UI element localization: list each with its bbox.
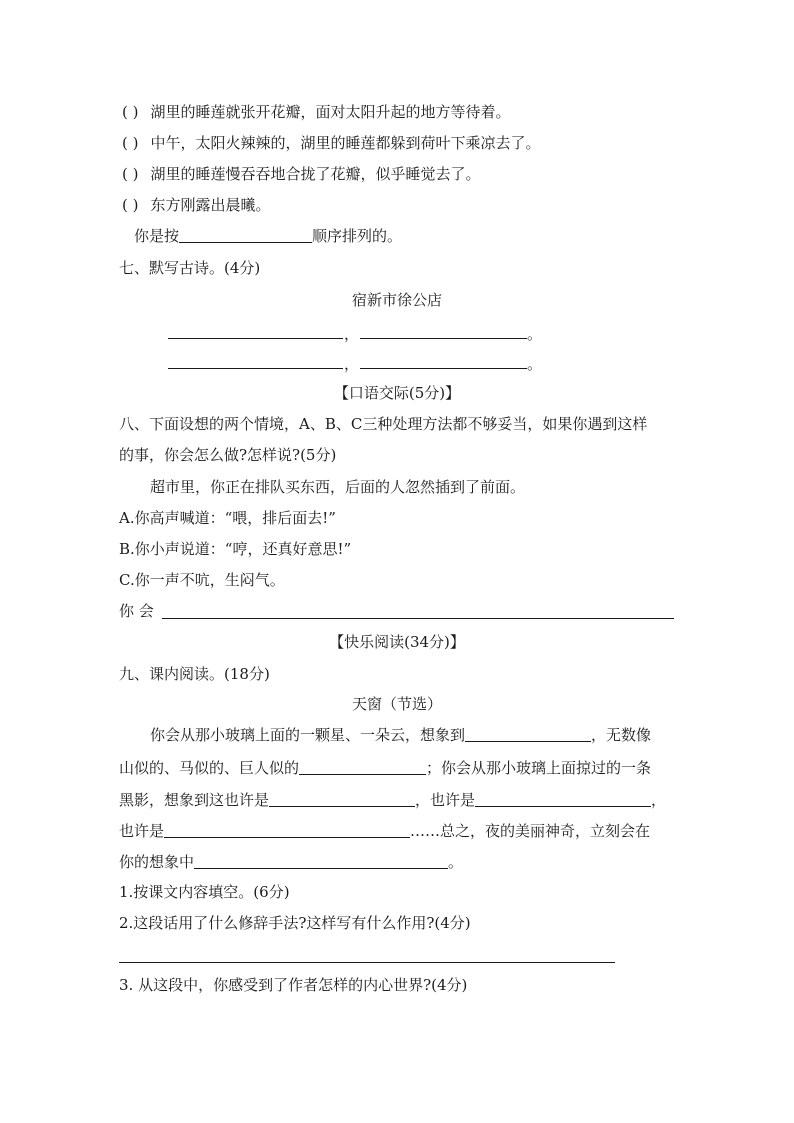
oral-answer-prefix: 你 会 bbox=[119, 602, 154, 620]
poem-blank-4[interactable] bbox=[360, 368, 527, 369]
order-item-text: 东方刚露出晨曦。 bbox=[150, 196, 271, 214]
oral-option-a: A.你高声喊道：“喂，排后面去!” bbox=[119, 509, 336, 527]
oral-question-line2: 的事，你会怎么做?怎样说?(5分) bbox=[119, 446, 337, 464]
order-paren: ( ) bbox=[122, 134, 139, 152]
order-item bbox=[122, 102, 511, 122]
passage-line-3: 黑影，想象到这也许是 ，也许是 ， bbox=[119, 791, 667, 809]
poem-title: 宿新市徐公店 bbox=[351, 291, 442, 309]
passage-blank-5[interactable] bbox=[164, 821, 410, 838]
order-paren: ( ) bbox=[122, 165, 139, 183]
oral-option-c: C.你一声不吭，生闷气。 bbox=[119, 571, 285, 589]
passage-blank-4[interactable] bbox=[475, 790, 651, 807]
order-item bbox=[122, 164, 481, 184]
order-answer-line bbox=[134, 226, 402, 246]
order-answer-blank[interactable] bbox=[179, 226, 312, 243]
passage-line-4: 也许是 ……总之，夜的美丽神奇，立刻会在 bbox=[119, 822, 651, 840]
reading-question-2: 2.这段话用了什么修辞手法?这样写有什么作用?(4分) bbox=[119, 914, 471, 932]
poem-blank-2[interactable] bbox=[360, 338, 527, 339]
order-item bbox=[122, 133, 541, 153]
section7-heading: 七、默写古诗。(4分) bbox=[119, 259, 261, 277]
oral-header: 【口语交际(5分)】 bbox=[333, 384, 461, 402]
oral-scenario: 超市里，你正在排队买东西，后面的人忽然插到了前面。 bbox=[150, 478, 526, 496]
passage-line-2: 山似的、马似的、巨人似的 ；你会从那小玻璃上面掠过的一条 bbox=[119, 759, 652, 777]
passage-blank-1[interactable] bbox=[465, 725, 591, 742]
passage-blank-2[interactable] bbox=[299, 758, 426, 775]
reading-question-3: 3. 从这段中，你感受到了作者怎样的内心世界?(4分) bbox=[119, 976, 468, 994]
order-item-text: 湖里的睡莲慢吞吞地合拢了花瓣，似乎睡觉去了。 bbox=[150, 165, 481, 183]
order-paren: ( ) bbox=[122, 103, 139, 121]
order-item bbox=[122, 195, 271, 215]
oral-option-b: B.你小声说道：“哼，还真好意思!” bbox=[119, 540, 352, 558]
reading-heading: 九、课内阅读。(18分) bbox=[119, 665, 270, 683]
order-answer-prefix: 你是按 bbox=[134, 227, 180, 245]
question-2-answer-line[interactable] bbox=[119, 962, 615, 963]
poem-period: 。 bbox=[527, 325, 543, 343]
poem-blank-3[interactable] bbox=[168, 368, 343, 369]
poem-comma: ， bbox=[344, 355, 360, 373]
poem-period: 。 bbox=[527, 355, 543, 373]
reading-question-1: 1.按课文内容填空。(6分) bbox=[119, 883, 290, 901]
order-paren: ( ) bbox=[122, 196, 139, 214]
order-answer-suffix: 顺序排列的。 bbox=[312, 227, 403, 245]
poem-comma: ， bbox=[344, 325, 360, 343]
oral-answer-blank[interactable] bbox=[162, 618, 674, 619]
oral-question-line1: 八、下面设想的两个情境，A、B、C三种处理方法都不够妥当，如果你遇到这样 bbox=[119, 415, 648, 433]
passage-blank-3[interactable] bbox=[269, 790, 415, 807]
passage-blank-6[interactable] bbox=[194, 852, 448, 869]
reading-header: 【快乐阅读(34分)】 bbox=[329, 633, 465, 651]
passage-line-1: 你会从那小玻璃上面的一颗星、一朵云，想象到 ，无数像 bbox=[150, 726, 652, 744]
passage-line-5: 你的想象中 。 bbox=[119, 853, 464, 871]
poem-blank-1[interactable] bbox=[168, 338, 343, 339]
passage-title: 天窗（节选） bbox=[351, 695, 442, 713]
order-item-text: 中午，太阳火辣辣的，湖里的睡莲都躲到荷叶下乘凉去了。 bbox=[150, 134, 541, 152]
order-item-text: 湖里的睡莲就张开花瓣，面对太阳升起的地方等待着。 bbox=[150, 103, 511, 121]
